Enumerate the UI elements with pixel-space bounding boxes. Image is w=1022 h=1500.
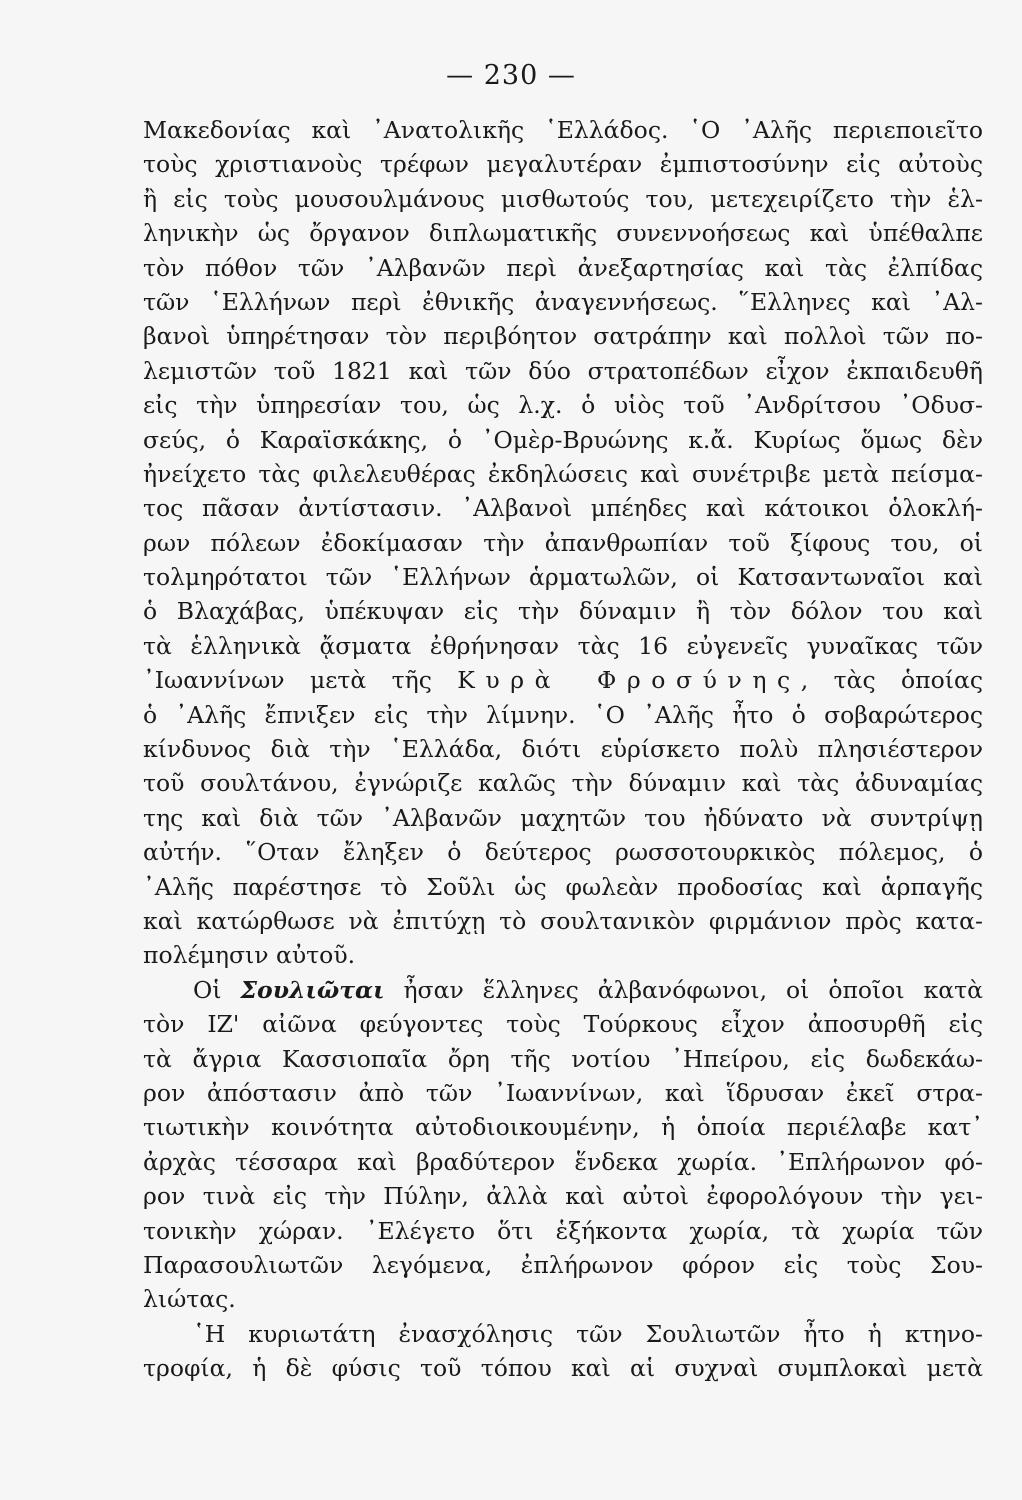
- text-line: τιωτικὴν κοινότητα αὐτοδιοικουμένην, ἡ ὁποία περιέλαβε κατ᾿: [143, 1113, 983, 1142]
- text-line: τοῦ σουλτάνου, ἐγνώριζε καλῶς τὴν δύναμιν καὶ τὰς ἀδυναμίας: [143, 769, 983, 798]
- text-line: τολμηρότατοι τῶν ῾Ελλήνων ἁρματωλῶν, οἱ Κατσαντωναῖοι καὶ: [143, 563, 983, 592]
- body-text: [143, 113, 983, 1385]
- text-line: ρον ἀπόστασιν ἀπὸ τῶν ᾿Ιωαννίνων, καὶ ἵδρυσαν ἐκεῖ στρα-: [143, 1078, 983, 1107]
- text-line: τῶν ῾Ελλήνων περὶ ἐθνικῆς ἀναγεννήσεως. ῞Ελληνες καὶ ᾿Αλ-: [143, 287, 983, 316]
- page-number: — 230 —: [446, 60, 576, 91]
- text-line: τοὺς χριστιανοὺς τρέφων μεγαλυτέραν ἐμπιστοσύνην εἰς αὐτοὺς: [143, 150, 983, 179]
- text-line: βανοὶ ὑπηρέτησαν τὸν περιβόητον σατράπην καὶ πολλοὶ τῶν πο-: [143, 322, 983, 351]
- text-line: ἢ εἰς τοὺς μουσουλμάνους μισθωτούς του, μετεχειρίζετο τὴν ἑλ-: [143, 184, 983, 213]
- text-line: τὸν πόθον τῶν ᾿Αλβανῶν περὶ ἀνεξαρτησίας καὶ τὰς ἐλπίδας: [143, 253, 983, 282]
- text-line: ρων πόλεων ἐδοκίμασαν τὴν ἀπανθρωπίαν τοῦ ξίφους του, οἱ: [143, 528, 983, 557]
- text-line: ὁ Βλαχάβας, ὑπέκυψαν εἰς τὴν δύναμιν ἢ τὸν δόλον του καὶ: [143, 597, 983, 626]
- text-line: τὰ ἑλληνικὰ ᾄσματα ἐθρήνησαν τὰς 16 εὐγενεῖς γυναῖκας τῶν: [143, 631, 983, 660]
- text-line: τροφία, ἡ δὲ φύσις τοῦ τόπου καὶ αἱ συχναὶ συμπλοκαὶ μετὰ: [143, 1354, 983, 1383]
- text-line: τος πᾶσαν ἀντίστασιν. ᾿Αλβανοὶ μπέηδες καὶ κάτοικοι ὁλοκλή-: [143, 494, 983, 523]
- text-line: ὁ ᾿Αλῆς ἔπνιξεν εἰς τὴν λίμνην. ῾Ο ᾿Αλῆς ἦτο ὁ σοβαρώτερος: [143, 700, 983, 729]
- line-text: Οἱ: [193, 975, 241, 1004]
- text-line: ᾿Αλῆς παρέστησε τὸ Σοῦλι ὡς φωλεὰν προδοσίας καὶ ἁρπαγῆς: [143, 872, 983, 901]
- text-line: κίνδυνος διὰ τὴν ῾Ελλάδα, διότι εὑρίσκετο πολὺ πλησιέστερον: [143, 735, 983, 764]
- line-text: ἦσαν ἕλληνες ἀλβανόφωνοι, οἱ ὁποῖοι κατὰ: [384, 975, 983, 1004]
- text-line: ἠνείχετο τὰς φιλελευθέρας ἐκδηλώσεις καὶ συνέτριβε μετὰ πείσμα-: [143, 459, 983, 488]
- text-line: εἰς τὴν ὑπηρεσίαν του, ὡς λ.χ. ὁ υἱὸς τοῦ ᾿Ανδρίτσου ᾿Οδυσ-: [143, 391, 983, 420]
- line-text: , τὰς ὁποίας: [800, 666, 983, 695]
- text-line: της καὶ διὰ τῶν ᾿Αλβανῶν μαχητῶν του ἠδύνατο νὰ συντρίψῃ: [143, 803, 983, 832]
- text-line: τονικὴν χώραν. ᾿Ελέγετο ὅτι ἑξήκοντα χωρία, τὰ χωρία τῶν: [143, 1216, 983, 1245]
- text-line: ρον τινὰ εἰς τὴν Πύλην, ἀλλὰ καὶ αὐτοὶ ἐφορολόγουν τὴν γει-: [143, 1182, 983, 1211]
- text-line: λεμιστῶν τοῦ 1821 καὶ τῶν δύο στρατοπέδων εἶχον ἐκπαιδευθῆ: [143, 356, 983, 385]
- text-line: λιώτας.: [143, 1285, 236, 1314]
- spaced-name: Κυρὰ Φροσύνης: [457, 666, 801, 695]
- text-line: πολέμησιν αὐτοῦ.: [143, 941, 356, 970]
- text-line-spaced-name: [143, 663, 983, 697]
- text-line: Παρασουλιωτῶν λεγόμενα, ἐπλήρωνον φόρον εἰς τοὺς Σου-: [143, 1250, 983, 1279]
- text-line: καὶ κατώρθωσε νὰ ἐπιτύχῃ τὸ σουλτανικὸν φιρμάνιον πρὸς κατα-: [143, 906, 983, 935]
- line-text: ᾿Ιωαννίνων μετὰ τῆς: [143, 666, 458, 695]
- text-line: σεύς, ὁ Καραϊσκάκης, ὁ ᾿Ομὲρ-Βρυώνης κ.ἄ. Κυρίως ὅμως δὲν: [143, 425, 983, 454]
- emphasized-term: Σουλιῶται: [240, 975, 385, 1004]
- text-line: τὸν ΙΖ' αἰῶνα φεύγοντες τοὺς Τούρκους εἶχον ἀποσυρθῆ εἰς: [143, 1010, 983, 1039]
- text-line: Μακεδονίας καὶ ᾿Ανατολικῆς ῾Ελλάδος. ῾Ο ᾿Αλῆς περιεποιεῖτο: [143, 116, 983, 144]
- paragraph-start-line: ῾Η κυριωτάτη ἐνασχόλησις τῶν Σουλιωτῶν ἦτο ἡ κτηνο-: [193, 1319, 983, 1348]
- text-line: αὐτήν. ῞Οταν ἔληξεν ὁ δεύτερος ρωσσοτουρκικὸς πόλεμος, ὁ: [143, 838, 983, 867]
- text-line: τὰ ἄγρια Κασσιοπαῖα ὄρη τῆς νοτίου ᾿Ηπείρου, εἰς δωδεκάω-: [143, 1044, 983, 1073]
- paragraph-start-line: [143, 973, 983, 1007]
- text-line: ἀρχὰς τέσσαρα καὶ βραδύτερον ἕνδεκα χωρία. ᾿Επλήρωνον φό-: [143, 1147, 983, 1176]
- text-line: ληνικὴν ὡς ὄργανον διπλωματικῆς συνεννοήσεως καὶ ὑπέθαλπε: [143, 219, 983, 248]
